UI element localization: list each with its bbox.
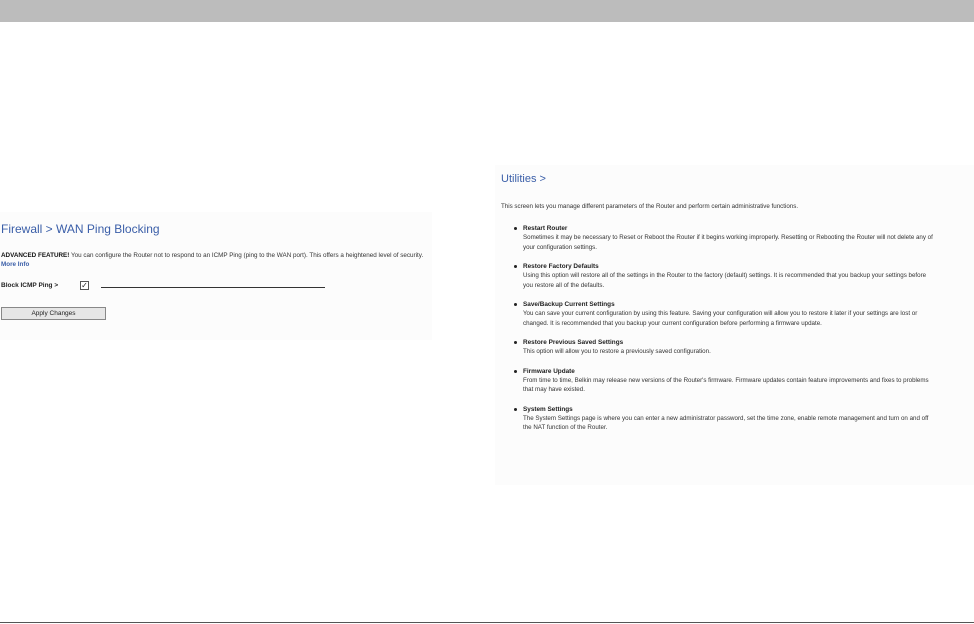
- system-settings-description: The System Settings page is where you can enter a new administrator password, set the time zone, enable remote management and turn on and off the NAT function of the Router.: [523, 414, 929, 431]
- system-settings-link[interactable]: System Settings: [523, 405, 573, 413]
- save-backup-settings-description: You can save your current configuration by using this feature. Saving your configuration will allow you to restore it later if your settings are lost or changed. It is recommended that you backup your current configuration before performing a firmware update.: [523, 310, 918, 327]
- list-item: [495, 338, 974, 357]
- bullet-icon: [514, 265, 517, 268]
- firmware-update-description: From time to time, Belkin may release new versions of the Router's firmware. Firmware updates contain feature improvements and fixes to problems that may have existed.: [523, 376, 929, 393]
- restore-factory-defaults-link[interactable]: Restore Factory Defaults: [523, 263, 599, 270]
- utilities-panel: [495, 165, 974, 485]
- restart-router-link[interactable]: Restart Router: [523, 225, 568, 232]
- top-header-bar: [0, 0, 974, 22]
- list-item: [495, 300, 974, 328]
- apply-changes-button[interactable]: Apply Changes: [1, 307, 106, 320]
- restore-previous-settings-description: This option will allow you to restore a previously saved configuration.: [523, 348, 711, 355]
- bottom-divider: [0, 622, 974, 623]
- firmware-update-link[interactable]: Firmware Update: [523, 367, 575, 375]
- wan-ping-blocking-panel: [0, 212, 432, 340]
- block-icmp-ping-checkbox[interactable]: ✓: [81, 281, 88, 290]
- bullet-icon: [514, 341, 517, 344]
- advanced-feature-label: ADVANCED FEATURE!: [1, 252, 70, 259]
- restore-previous-settings-link[interactable]: Restore Previous Saved Settings: [523, 339, 624, 346]
- list-item: [495, 262, 974, 290]
- utilities-title: Utilities >: [501, 173, 546, 185]
- page-title: Firewall > WAN Ping Blocking: [1, 222, 160, 236]
- bullet-icon: [514, 370, 517, 373]
- description-text: You can configure the Router not to respond to an ICMP Ping (ping to the WAN port). This offers a heightened level of security.: [69, 252, 424, 259]
- bullet-icon: [514, 303, 517, 306]
- list-item: [495, 405, 974, 433]
- callout-line: [101, 287, 325, 288]
- bullet-icon: [514, 408, 517, 411]
- utilities-list: [495, 224, 974, 443]
- utilities-intro: This screen lets you manage different parameters of the Router and perform certain administrative functions.: [501, 203, 799, 210]
- block-icmp-ping-label: Block ICMP Ping >: [1, 282, 59, 289]
- list-item: [495, 367, 974, 395]
- feature-description: [1, 251, 431, 269]
- list-item: [495, 224, 974, 252]
- restore-factory-defaults-description: Using this option will restore all of the settings in the Router to the factory (default) settings. It is recommended that you backup your settings before you restore all of the defaults.: [523, 272, 927, 289]
- save-backup-settings-link[interactable]: Save/Backup Current Settings: [523, 301, 615, 308]
- more-info-link[interactable]: More Info: [1, 261, 30, 268]
- bullet-icon: [514, 227, 517, 230]
- restart-router-description: Sometimes it may be necessary to Reset or Reboot the Router if it begins working improperly. Resetting or Rebooting the Router will not delete any of your configuration settings.: [523, 234, 933, 251]
